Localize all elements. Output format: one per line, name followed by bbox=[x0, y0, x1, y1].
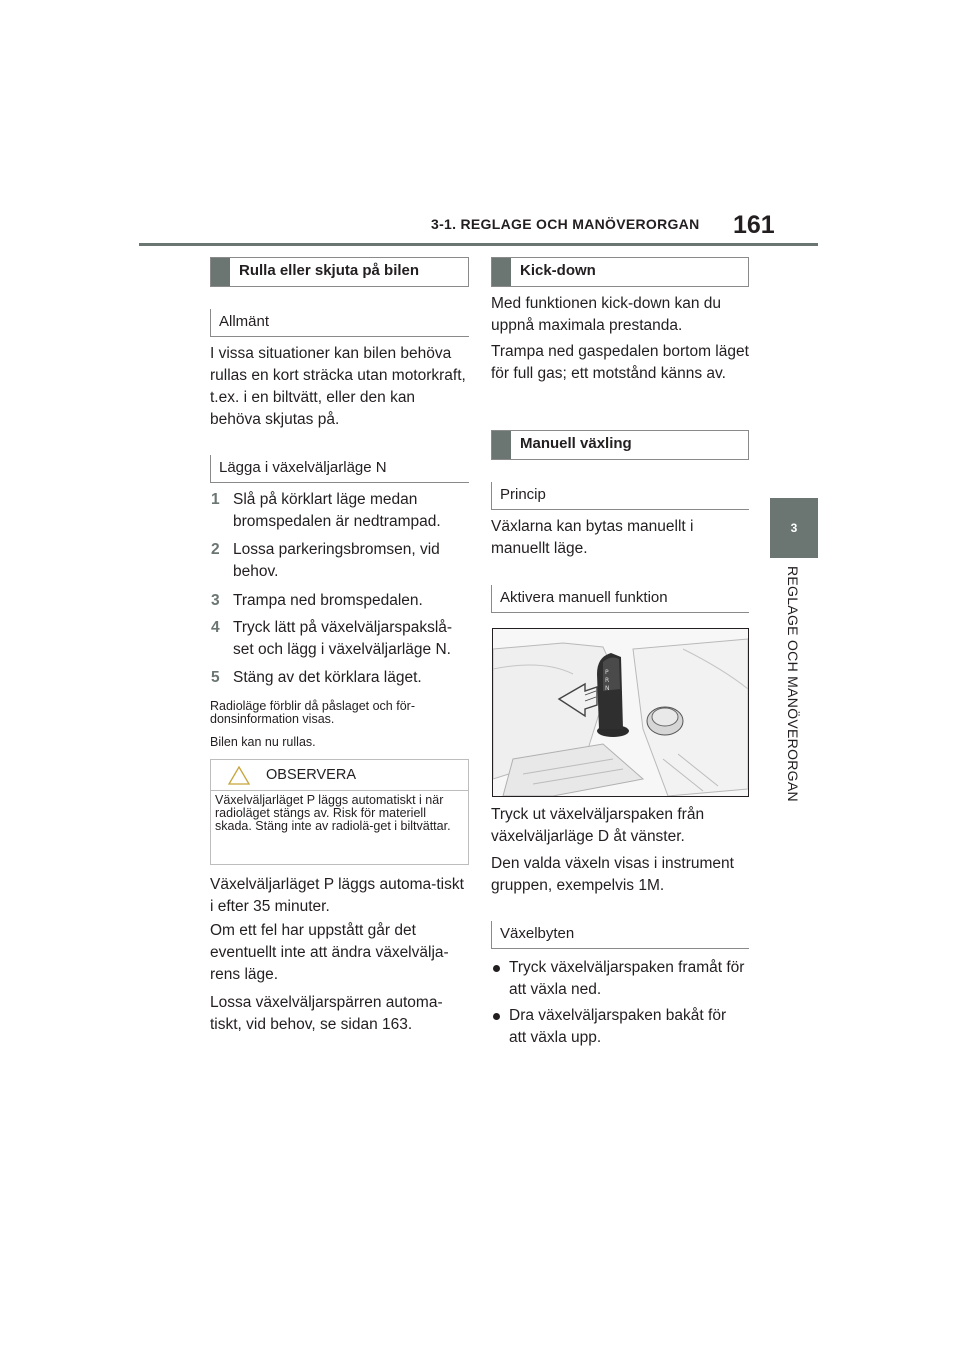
svg-text:R: R bbox=[605, 677, 610, 684]
caution-box bbox=[210, 759, 469, 865]
section-heading-text: Rulla eller skjuta på bilen bbox=[239, 262, 420, 279]
bullet-item bbox=[491, 957, 749, 1001]
subheading-text: Växelbyten bbox=[500, 925, 575, 942]
bullet-dot bbox=[493, 1013, 500, 1020]
step-item bbox=[211, 539, 469, 583]
subheading-text: Lägga i växelväljarläge N bbox=[219, 459, 387, 476]
step-text: Stäng av det körklara läget. bbox=[233, 669, 422, 686]
step-number: 1 bbox=[211, 491, 220, 508]
section-heading-marker bbox=[492, 258, 511, 286]
step-number: 3 bbox=[211, 592, 220, 609]
section-heading-marker bbox=[492, 431, 511, 459]
info-text-radio: Radioläge förblir då påslaget och för-donsinformation visas. bbox=[210, 699, 415, 726]
svg-text:P: P bbox=[605, 669, 609, 676]
page-number: 161 bbox=[733, 211, 775, 239]
chapter-tab: 3 bbox=[770, 498, 818, 558]
bullet-text: Tryck växelväljarspaken framåt för att växla ned. bbox=[509, 959, 745, 998]
paragraph-kickdown-howto: Trampa ned gaspedalen bortom läget för full gas; ett motstånd känns av. bbox=[491, 343, 749, 382]
section-heading-text: Manuell växling bbox=[520, 435, 632, 452]
svg-text:N: N bbox=[605, 685, 610, 692]
paragraph-gear-display: Den valda växeln visas i instrument gruppen, exempelvis 1M. bbox=[491, 855, 734, 894]
paragraph-rolling-intro: I vissa situationer kan bilen behöva rullas en kort sträcka utan motorkraft, t.ex. i en biltvätt, eller den kan behöva skjutas på. bbox=[210, 345, 466, 428]
subheading-activate bbox=[491, 585, 749, 613]
step-item bbox=[211, 590, 469, 612]
step-text: Lossa parkeringsbromsen, vid behov. bbox=[233, 541, 440, 580]
step-item bbox=[211, 667, 469, 689]
bullet-dot bbox=[493, 965, 500, 972]
section-heading-text: Kick-down bbox=[520, 262, 596, 279]
bullet-item bbox=[491, 1005, 749, 1049]
subheading-text: Allmänt bbox=[219, 313, 270, 330]
chapter-side-label-text: REGLAGE OCH MANÖVERORGAN bbox=[785, 566, 801, 802]
section-heading-manual bbox=[491, 430, 749, 460]
gear-selector-illustration bbox=[492, 628, 749, 797]
caution-divider bbox=[211, 790, 468, 791]
caution-title: OBSERVERA bbox=[266, 767, 356, 783]
step-number: 5 bbox=[211, 669, 220, 686]
section-heading-rolling bbox=[210, 257, 469, 287]
step-number: 4 bbox=[211, 619, 220, 636]
paragraph-release: Lossa växelväljarspärren automa-tiskt, vid behov, se sidan 163. bbox=[210, 994, 443, 1033]
step-number: 2 bbox=[211, 541, 220, 558]
paragraph-push-left: Tryck ut växelväljarspaken från växelväljarläge D åt vänster. bbox=[491, 806, 705, 845]
subheading-general bbox=[210, 309, 469, 337]
step-text: Trampa ned bromspedalen. bbox=[233, 592, 423, 609]
section-heading-marker bbox=[211, 258, 230, 286]
chapter-header-title: 3-1. REGLAGE OCH MANÖVERORGAN bbox=[431, 216, 700, 232]
paragraph-fault: Om ett fel har uppstått går det eventuellt inte att ändra växelvälja-rens läge. bbox=[210, 922, 449, 983]
subheading-principle bbox=[491, 482, 749, 510]
info-text-rolling: Bilen kan nu rullas. bbox=[210, 735, 316, 749]
subheading-text: Princip bbox=[500, 486, 546, 503]
step-text: Tryck lätt på växelväljarspakslå-set och lägg i växelväljarläge N. bbox=[233, 619, 453, 658]
subheading-text: Aktivera manuell funktion bbox=[500, 589, 668, 606]
section-heading-kickdown bbox=[491, 257, 749, 287]
step-text: Slå på körklart läge medan bromspedalen är nedtrampad. bbox=[233, 491, 441, 530]
caution-body: Växelväljarläget P läggs automatiskt i när radioläget stängs av. Risk för materiell skada. Stäng inte av radiolä-get i biltvättar. bbox=[215, 793, 451, 833]
warning-icon bbox=[228, 766, 250, 790]
chapter-side-label bbox=[785, 566, 805, 826]
bullet-text: Dra växelväljarspaken bakåt för att växla upp. bbox=[509, 1007, 727, 1046]
paragraph-principle: Växlarna kan bytas manuellt i manuellt läge. bbox=[491, 518, 694, 557]
paragraph-auto-p: Växelväljarläget P läggs automa-tiskt i efter 35 minuter. bbox=[210, 876, 464, 915]
subheading-select-n bbox=[210, 455, 469, 483]
header-rule bbox=[139, 243, 818, 246]
subheading-gearchange bbox=[491, 921, 749, 949]
step-item bbox=[211, 489, 469, 533]
step-item bbox=[211, 617, 469, 661]
paragraph-kickdown-intro: Med funktionen kick-down kan du uppnå maximala prestanda. bbox=[491, 295, 722, 334]
